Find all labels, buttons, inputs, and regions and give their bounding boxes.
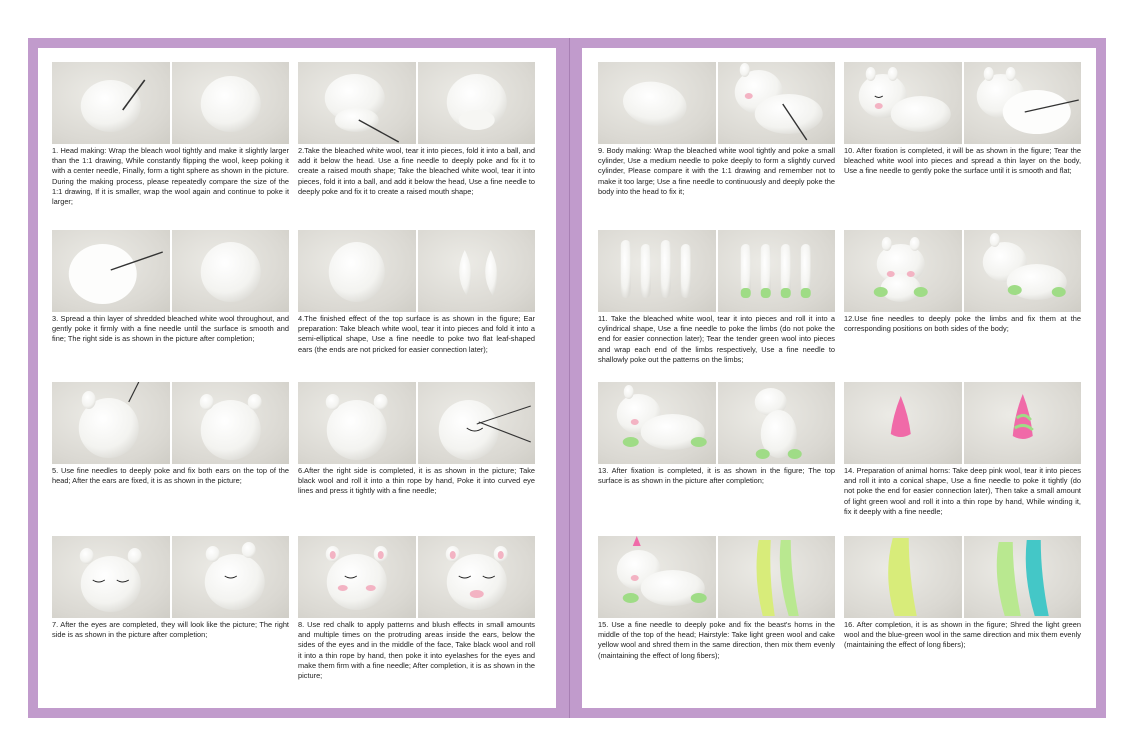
step-13 xyxy=(598,382,835,486)
step-7-photo-a xyxy=(52,536,170,618)
step-8-photo-b xyxy=(418,536,536,618)
step-9-photo-b xyxy=(718,62,836,144)
step-3-caption: 3. Spread a thin layer of shredded bleached white wool throughout, and gently poke it firmly with a fine needle until the surface is smooth and fine; The right side is as shown in the picture after completion; xyxy=(52,314,289,344)
step-10-caption: 10. After fixation is completed, it will be as shown in the figure; Tear the bleached white wool into pieces and spread a thin layer on the body, Use a fine needle to gently poke the surface until it is smooth and flat; xyxy=(844,146,1081,176)
step-10-photo-b xyxy=(964,62,1082,144)
step-9-photo-a xyxy=(598,62,716,144)
step-15-photo-b xyxy=(718,536,836,618)
step-10 xyxy=(844,62,1081,177)
step-15 xyxy=(598,536,835,661)
step-5-photo-b xyxy=(172,382,290,464)
step-7 xyxy=(52,536,289,640)
step-4-caption: 4.The finished effect of the top surface is as shown in the figure; Ear preparation: Take bleach white wool, tear it into pieces and fold it into a semi-elliptical shape, Use a fine needle to poke two flat leaf-shaped ears (the ends are not pricked for easier connection later); xyxy=(298,314,535,354)
step-2-caption: 2.Take the bleached white wool, tear it into pieces, fold it into a ball, and add it below the head. Use a fine needle to deeply poke and fix it to create a raised mouth shape; Take the bleached white wool, tear it into pieces, fold it into a ball, and add it below the head, Use a fine needle to deeply poke and fix it to create a raised mouth shape; xyxy=(298,146,535,196)
step-12-photo-a xyxy=(844,230,962,312)
step-3-photo-a xyxy=(52,230,170,312)
page-number-left: 11 xyxy=(288,697,297,706)
step-15-photo-a xyxy=(598,536,716,618)
step-1 xyxy=(52,62,289,207)
step-6-caption: 6.After the right side is completed, it is as shown in the picture; Take black wool and roll it into a thin rope by hand, Poke it into curved eye lines and press it tightly with a fine needle; xyxy=(298,466,535,496)
step-1-caption: 1. Head making: Wrap the bleach wool tightly and make it slightly larger than the 1:1 drawing, While constantly flipping the wool, keep poking it with a center needle, Finally, form a tight sphere as shown in the picture. During the making process, please repeatedly compare the size of the 1:1 drawing, If it is smaller, wrap the wool again and continue to poke it larger; xyxy=(52,146,289,207)
step-8-caption: 8. Use red chalk to apply patterns and blush effects in small amounts and multiple times on the protruding areas inside the ears, below the sides of the eyes and in the middle of the face, Take black wool and roll it into a thin rope by hand, then poke it into eyelashes for the eyes and make them firm with a fine needle; After completion, it is as shown in the picture; xyxy=(298,620,535,681)
step-4-photo-a xyxy=(298,230,416,312)
spine xyxy=(569,38,570,718)
step-13-photo-a xyxy=(598,382,716,464)
step-7-caption: 7. After the eyes are completed, they will look like the picture; The right side is as shown in the picture after completion; xyxy=(52,620,289,640)
step-2-photo-b xyxy=(418,62,536,144)
step-4-photo-b xyxy=(418,230,536,312)
page-right xyxy=(582,48,1096,708)
step-12 xyxy=(844,230,1081,334)
step-14-photo-b xyxy=(964,382,1082,464)
step-11-photo-b xyxy=(718,230,836,312)
step-14 xyxy=(844,382,1081,517)
step-16 xyxy=(844,536,1081,651)
step-6-photo-a xyxy=(298,382,416,464)
booklet-spread xyxy=(28,38,1106,718)
step-10-photo-a xyxy=(844,62,962,144)
step-5-photo-a xyxy=(52,382,170,464)
step-8 xyxy=(298,536,535,681)
step-16-caption: 16. After completion, it is as shown in the figure; Shred the light green wool and the blue-green wool in the same direction and mix them evenly (maintaining the effect of long fibers); xyxy=(844,620,1081,650)
page-number-right: 12 xyxy=(828,697,837,706)
step-5-caption: 5. Use fine needles to deeply poke and fix both ears on the top of the head; After the ears are fixed, it is as shown in the picture; xyxy=(52,466,289,486)
step-11 xyxy=(598,230,835,365)
step-12-caption: 12.Use fine needles to deeply poke the limbs and fix them at the corresponding positions on both sides of the body; xyxy=(844,314,1081,334)
step-4 xyxy=(298,230,535,355)
step-9 xyxy=(598,62,835,197)
step-2-photo-a xyxy=(298,62,416,144)
step-13-photo-b xyxy=(718,382,836,464)
step-3-photo-b xyxy=(172,230,290,312)
step-14-photo-a xyxy=(844,382,962,464)
step-15-caption: 15. Use a fine needle to deeply poke and fix the beast's horns in the middle of the top of the head; Hairstyle: Take light green wool and cake yellow wool and shred them in the same direction, then mix them evenly (maintaining the effect of long fibers); xyxy=(598,620,835,660)
page-left xyxy=(38,48,556,708)
step-1-photo-b xyxy=(172,62,290,144)
step-16-photo-a xyxy=(844,536,962,618)
step-3 xyxy=(52,230,289,345)
step-11-caption: 11. Take the bleached white wool, tear it into pieces and roll it into a cylindrical shape, Use a fine needle to poke the limbs (do not poke the end for easier connection later); Tear the tender green wool into pieces and wrap each end of the limbs respectively, Use a fine needle to shallowly poke out the patterns on the limbs; xyxy=(598,314,835,364)
step-14-caption: 14. Preparation of animal horns: Take deep pink wool, tear it into pieces and roll it into a conical shape, Use a fine needle to poke it tightly (do not poke the end for easier connection later), Then take a small amount of light green wool and roll it into a thin rope by hand, While winding it, fix it deeply with a fine needle; xyxy=(844,466,1081,516)
step-8-photo-a xyxy=(298,536,416,618)
step-6-photo-b xyxy=(418,382,536,464)
step-6 xyxy=(298,382,535,497)
step-13-caption: 13. After fixation is completed, it is as shown in the figure; The top surface is as shown in the picture after completion; xyxy=(598,466,835,486)
step-9-caption: 9. Body making: Wrap the bleached white wool tightly and poke a small cylinder, Use a medium needle to poke deeply to form a slightly curved cylinder, Please compare it with the 1:1 drawing and remember not to make it too large; Use a fine needle to continuously and deeply poke the body into the head to fix it; xyxy=(598,146,835,196)
step-16-photo-b xyxy=(964,536,1082,618)
step-7-photo-b xyxy=(172,536,290,618)
step-12-photo-b xyxy=(964,230,1082,312)
step-11-photo-a xyxy=(598,230,716,312)
step-5 xyxy=(52,382,289,486)
step-2 xyxy=(298,62,535,197)
step-1-photo-a xyxy=(52,62,170,144)
